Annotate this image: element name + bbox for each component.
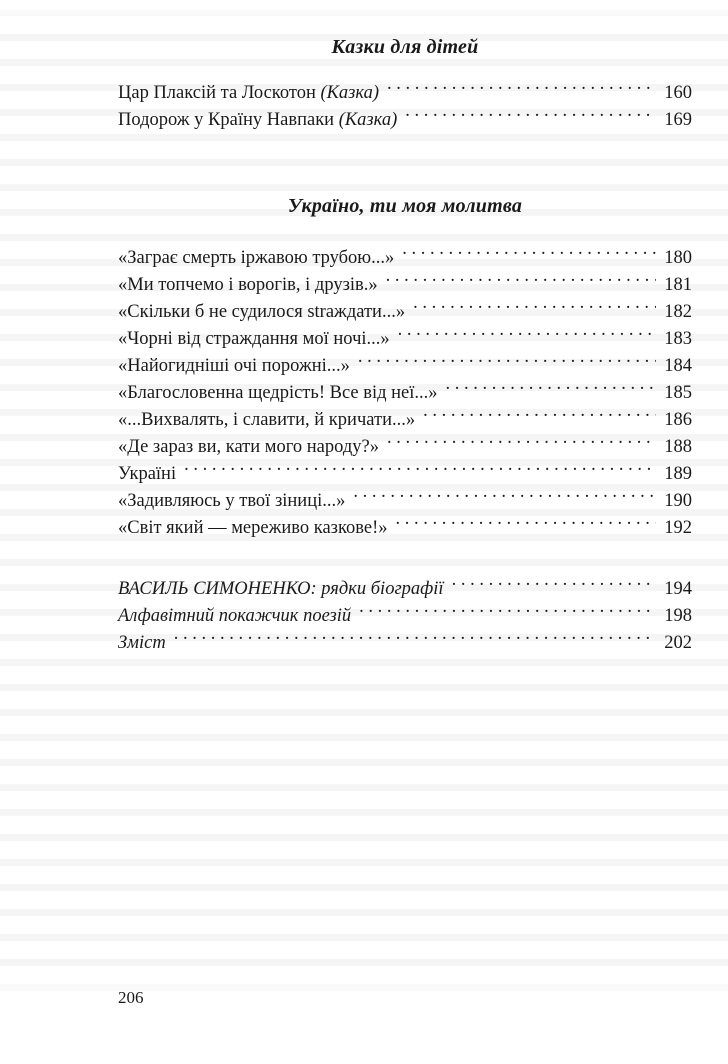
toc-entry-title: Зміст bbox=[118, 632, 166, 653]
toc-leader-dots bbox=[358, 352, 656, 371]
toc-entry[interactable] bbox=[118, 298, 692, 325]
toc-entry-title: «Ми топчемо і ворогів, і друзів.» bbox=[118, 274, 378, 295]
toc-entry-title: Цар Плаксій та Лоскотон (Казка) bbox=[118, 82, 380, 103]
toc-entry-title: «Заграє смерть іржавою трубою...» bbox=[118, 247, 395, 268]
page-number: 206 bbox=[118, 988, 144, 1007]
toc-leader-dots bbox=[184, 460, 656, 479]
toc-entry-title: «Найогидніші очі порожні...» bbox=[118, 355, 350, 376]
toc-entry-title: Алфавітний покажчик поезій bbox=[118, 605, 352, 626]
toc-entry-page: 190 bbox=[664, 490, 692, 511]
toc-entry-page: 160 bbox=[664, 82, 692, 103]
toc-entry-page: 198 bbox=[664, 605, 692, 626]
toc-group-fairy-tales bbox=[118, 79, 692, 133]
toc-entry-page: 185 bbox=[664, 382, 692, 403]
toc-leader-dots bbox=[398, 325, 656, 344]
toc-entry-page: 169 bbox=[664, 109, 692, 130]
toc-entry[interactable] bbox=[118, 487, 692, 514]
toc-entry[interactable] bbox=[118, 271, 692, 298]
toc-entry[interactable] bbox=[118, 602, 692, 629]
toc-leader-dots bbox=[452, 575, 656, 594]
toc-entry[interactable] bbox=[118, 629, 692, 656]
toc-leader-dots bbox=[387, 79, 656, 98]
toc-entry-title: Подорож у Країну Навпаки (Казка) bbox=[118, 109, 398, 130]
toc-entry-page: 183 bbox=[664, 328, 692, 349]
toc-leader-dots bbox=[353, 487, 656, 506]
toc-entry[interactable] bbox=[118, 433, 692, 460]
toc-leader-dots bbox=[386, 271, 656, 290]
toc-entry-page: 184 bbox=[664, 355, 692, 376]
table-of-contents bbox=[118, 0, 692, 656]
toc-leader-dots bbox=[402, 244, 656, 263]
toc-entry-title: Україні bbox=[118, 463, 177, 484]
toc-entry-page: 192 bbox=[664, 517, 692, 538]
section-title-ukraine-my-prayer: Україно, ти моя молитва bbox=[287, 195, 523, 217]
toc-entry-page: 181 bbox=[664, 274, 692, 295]
toc-entry[interactable] bbox=[118, 106, 692, 133]
toc-group-ukraine-my-prayer bbox=[118, 244, 692, 541]
toc-entry-page: 180 bbox=[664, 247, 692, 268]
toc-leader-dots bbox=[413, 298, 656, 317]
toc-entry-title: «Чорні від страждання мої ночі...» bbox=[118, 328, 390, 349]
toc-entry-note: (Казка) bbox=[320, 82, 380, 103]
toc-entry-title: «Світ який — мереживо казкове!» bbox=[118, 517, 388, 538]
toc-entry-page: 188 bbox=[664, 436, 692, 457]
toc-leader-dots bbox=[396, 514, 656, 533]
toc-entry[interactable] bbox=[118, 352, 692, 379]
toc-group-back-matter bbox=[118, 575, 692, 656]
toc-entry-page: 182 bbox=[664, 301, 692, 322]
toc-leader-dots bbox=[405, 106, 656, 125]
toc-entry-title: «Скільки б не судилося straждати...» bbox=[118, 301, 406, 322]
toc-entry[interactable] bbox=[118, 325, 692, 352]
toc-entry[interactable] bbox=[118, 460, 692, 487]
toc-leader-dots bbox=[387, 433, 656, 452]
toc-entry-title: «Де зараз ви, кати мого народу?» bbox=[118, 436, 379, 457]
toc-entry-page: 202 bbox=[664, 632, 692, 653]
toc-entry[interactable] bbox=[118, 379, 692, 406]
toc-leader-dots bbox=[174, 629, 656, 648]
toc-entry-page: 186 bbox=[664, 409, 692, 430]
toc-leader-dots bbox=[359, 602, 656, 621]
toc-entry[interactable] bbox=[118, 79, 692, 106]
toc-entry-title: «Благословенна щедрість! Все від неї...» bbox=[118, 382, 438, 403]
toc-entry-title: «Задивляюсь у твої зіниці...» bbox=[118, 490, 346, 511]
toc-entry[interactable] bbox=[118, 244, 692, 271]
toc-entry-title: ВАСИЛЬ СИМОНЕНКО: рядки біографії bbox=[118, 578, 444, 599]
section-title-fairy-tales: Казки для дітей bbox=[331, 36, 479, 58]
toc-entry-page: 194 bbox=[664, 578, 692, 599]
toc-entry-title: «...Вихвалять, і славити, й кричати...» bbox=[118, 409, 416, 430]
toc-entry[interactable] bbox=[118, 575, 692, 602]
toc-entry[interactable] bbox=[118, 514, 692, 541]
toc-leader-dots bbox=[446, 379, 656, 398]
toc-entry-page: 189 bbox=[664, 463, 692, 484]
toc-leader-dots bbox=[423, 406, 656, 425]
toc-entry[interactable] bbox=[118, 406, 692, 433]
toc-entry-note: (Казка) bbox=[338, 109, 398, 130]
